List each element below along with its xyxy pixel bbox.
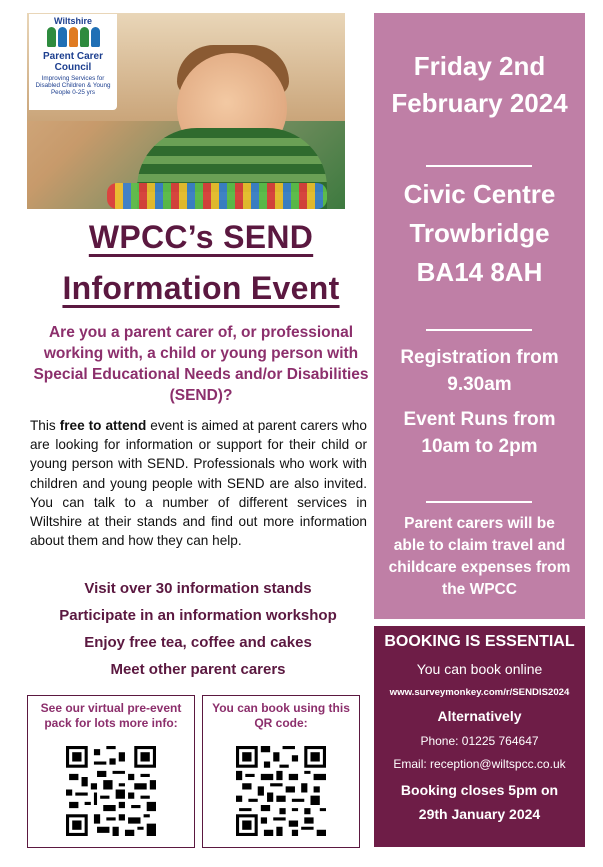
event-description: This free to attend event is aimed at parent carers who are looking for information or support for their child or young person with SEND. Professionals who work with children and young people with SEND are also invited. You can talk to a number of different services in Wiltshire at their stands and find out more information about them and how they can help. [30,418,367,549]
venue-postcode: BA14 8AH [416,257,543,287]
booking-online: You can book online [416,661,543,677]
council-logo [29,14,117,110]
booking-closes-line-2: 29th January 2024 [418,806,541,822]
free-to-attend: free to attend [59,418,147,433]
expenses-line-1: Parent carers will be [404,515,555,532]
booking-heading: BOOKING IS ESSENTIAL [384,633,575,650]
expenses-line-2: able to claim travel and [393,537,566,554]
booking-alternatively: Alternatively [437,708,522,724]
booking-phone[interactable]: Phone: 01225 764647 [420,734,539,748]
registration-line-1: Registration from [400,347,559,368]
booking-qr-code[interactable] [236,746,326,836]
event-date-line-1: Friday 2nd [413,51,546,81]
pre-event-pack-caption: See our virtual pre-event pack for lots more info: [40,701,182,730]
bullet-meet-carers: Meet other parent carers [110,661,286,678]
bullet-refreshments: Enjoy free tea, coffee and cakes [84,634,312,651]
pre-event-qr-code[interactable] [66,746,156,836]
booking-panel [374,626,585,847]
event-runs-line-2: 10am to 2pm [421,436,538,457]
booking-url-link[interactable]: www.surveymonkey.com/r/SENDIS2024 [389,687,570,698]
logo-wiltshire: Wiltshire [54,16,92,26]
divider [426,501,532,503]
logo-tagline: Improving Services for Disabled Children & Young People 0-25 yrs [35,75,111,96]
divider [426,165,532,167]
booking-qr-caption: You can book using this QR code: [212,701,350,730]
people-icon [33,27,113,49]
title-line-2: Information Event [62,270,340,306]
logo-council: Parent Carer Council [42,51,104,73]
event-details-panel [374,13,585,619]
bullet-stands: Visit over 30 information stands [84,580,312,597]
registration-line-2: 9.30am [447,374,512,395]
booking-closes-line-1: Booking closes 5pm on [400,782,559,798]
expenses-line-4: the WPCC [442,581,517,598]
pre-event-pack-box [27,695,195,848]
bullet-workshop: Participate in an information workshop [59,607,337,624]
booking-email-link[interactable]: Email: reception@wiltspcc.co.uk [393,757,566,771]
event-date-line-2: February 2024 [391,88,568,118]
event-runs-line-1: Event Runs from [403,409,556,430]
venue-line-1: Civic Centre [403,179,556,209]
divider [426,329,532,331]
title-line-1: WPCC’s SEND [88,219,314,255]
venue-line-2: Trowbridge [409,218,550,248]
intro-question: Are you a parent carer of, or professional working with, a child or young person with Special Educational Needs and/or Disabilities (SEND)? [33,324,369,404]
expenses-line-3: childcare expenses from [388,559,571,576]
booking-qr-box [202,695,360,848]
